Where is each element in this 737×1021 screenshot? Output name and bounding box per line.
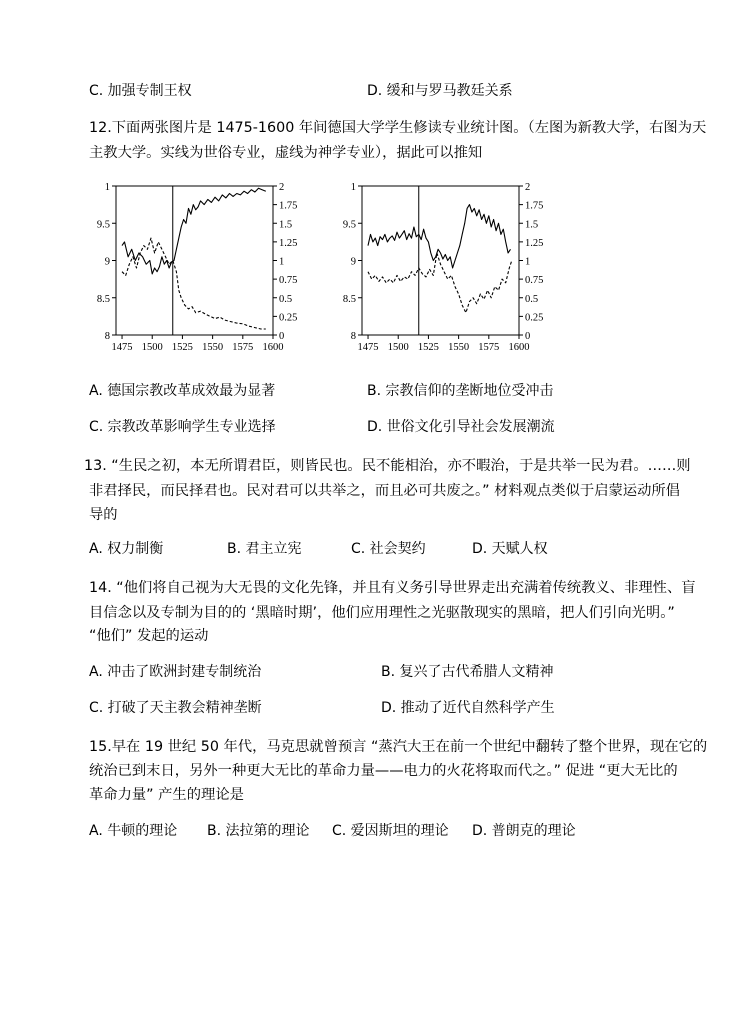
x-tick-label: 1500 <box>141 342 163 353</box>
y-left-tick-label: 9.5 <box>96 219 110 231</box>
x-tick-label: 1475 <box>111 342 133 353</box>
x-tick-label: 1525 <box>171 342 193 353</box>
y-right-tick-label: 0.75 <box>279 275 298 287</box>
x-tick-label: 1475 <box>357 342 379 353</box>
chart-right <box>342 180 552 352</box>
y-right-tick-label: 0.5 <box>279 293 293 305</box>
q11-option-d: D. 缓和与罗马教廷关系 <box>367 83 513 99</box>
q15-option-d: D. 普朗克的理论 <box>472 823 576 839</box>
q14-option-d: D. 推动了近代自然科学产生 <box>381 700 555 716</box>
y-right-tick-label: 2 <box>279 182 285 193</box>
y-right-tick-label: 1.75 <box>279 200 298 212</box>
q12-option-b: B. 宗教信仰的垄断地位受冲击 <box>367 383 554 399</box>
x-tick-label: 1550 <box>448 342 470 353</box>
x-tick-label: 1500 <box>387 342 409 353</box>
q12-option-c: C. 宗教改革影响学生专业选择 <box>89 419 276 435</box>
q13-stem-line1: 13. “生民之初，本无所谓君臣，则皆民也。民不能相治，亦不暇治，于是共举一民为君。……则 <box>84 458 691 474</box>
y-right-tick-label: 0.75 <box>525 275 544 287</box>
y-right-tick-label: 1.5 <box>525 219 539 231</box>
q14-option-c: C. 打破了天主教会精神垄断 <box>89 700 262 716</box>
q13-option-d: D. 天赋人权 <box>472 541 548 557</box>
q13-option-c: C. 社会契约 <box>351 541 426 557</box>
q12-stem-line2: 主教大学。实线为世俗专业，虚线为神学专业），据此可以推知 <box>89 145 483 161</box>
q15-option-a: A. 牛顿的理论 <box>89 823 178 839</box>
y-right-tick-label: 1.25 <box>279 237 298 249</box>
y-left-tick-label: 9 <box>104 256 110 268</box>
q13-stem-line3: 导的 <box>89 507 118 523</box>
y-right-tick-label: 1.75 <box>525 200 544 212</box>
y-left-tick-label: 9.5 <box>342 219 356 231</box>
q15-stem-line1: 15.早在 19 世纪 50 年代，马克思就曾预言 “蒸汽大王在前一个世纪中翻转了整个世界，现在它的 <box>89 739 708 755</box>
q15-stem-line3: 革命力量” 产生的理论是 <box>89 787 244 803</box>
q13-option-a: A. 权力制衡 <box>89 541 164 557</box>
q15-option-c: C. 爱因斯坦的理论 <box>332 823 449 839</box>
y-left-tick-label: 8.5 <box>342 293 356 305</box>
x-tick-label: 1525 <box>417 342 439 353</box>
x-tick-label: 1575 <box>232 342 254 353</box>
series-line-dashed <box>122 238 266 329</box>
q15-stem-line2: 统治已到末日，另外一种更大无比的革命力量——电力的火花将取而代之。” 促进 “更大无比的 <box>89 763 678 779</box>
q12-option-d: D. 世俗文化引导社会发展潮流 <box>367 419 555 435</box>
q13-stem-line2: 非君择民，而民择君也。民对君可以共举之，而且必可共废之。” 材料观点类似于启蒙运动所倡 <box>89 483 680 499</box>
y-right-tick-label: 0 <box>279 331 285 342</box>
y-left-tick-label: 8 <box>350 331 356 342</box>
y-left-tick-label: 9 <box>350 256 356 268</box>
y-right-tick-label: 2 <box>525 182 531 193</box>
y-right-tick-label: 1.5 <box>279 219 293 231</box>
q14-option-a: A. 冲击了欧洲封建专制统治 <box>89 664 262 680</box>
plot-frame <box>362 186 519 335</box>
series-line-solid <box>368 205 511 268</box>
q14-stem-line2: 目信念以及专制为目的的 ‘黑暗时期’，他们应用理性之光驱散现实的黑暗，把人们引向光明。” <box>89 605 675 621</box>
series-line-dashed <box>368 253 512 313</box>
q15-option-b: B. 法拉第的理论 <box>207 823 310 839</box>
q12-option-a: A. 德国宗教改革成效最为显著 <box>89 383 276 399</box>
q12-stem-line1: 12.下面两张图片是 1475-1600 年间德国大学学生修读专业统计图。（左图为新教大学，右图为天 <box>89 120 707 136</box>
x-tick-label: 1600 <box>508 342 530 353</box>
series-line-solid <box>122 188 266 274</box>
q13-option-b: B. 君主立宪 <box>227 541 302 557</box>
y-right-tick-label: 1 <box>279 256 285 268</box>
q14-stem-line3: “他们” 发起的运动 <box>89 628 209 644</box>
y-right-tick-label: 0.25 <box>525 312 544 324</box>
x-tick-label: 1600 <box>262 342 284 353</box>
q14-stem-line1: 14. “他们将自己视为大无畏的文化先锋，并且有义务引导世界走出充满着传统教义、非理性、盲 <box>89 580 696 596</box>
y-right-tick-label: 0.25 <box>279 312 298 324</box>
q11-option-c: C. 加强专制王权 <box>89 83 192 99</box>
y-right-tick-label: 0 <box>525 331 531 342</box>
chart-left <box>96 180 306 352</box>
x-tick-label: 1575 <box>478 342 500 353</box>
q14-option-b: B. 复兴了古代希腊人文精神 <box>381 664 554 680</box>
y-right-tick-label: 1 <box>525 256 531 268</box>
y-right-tick-label: 1.25 <box>525 237 544 249</box>
y-right-tick-label: 0.5 <box>525 293 539 305</box>
y-left-tick-label: 8.5 <box>96 293 110 305</box>
y-left-tick-label: 1 <box>104 182 110 193</box>
y-left-tick-label: 8 <box>104 331 110 342</box>
x-tick-label: 1550 <box>202 342 224 353</box>
y-left-tick-label: 1 <box>350 182 356 193</box>
